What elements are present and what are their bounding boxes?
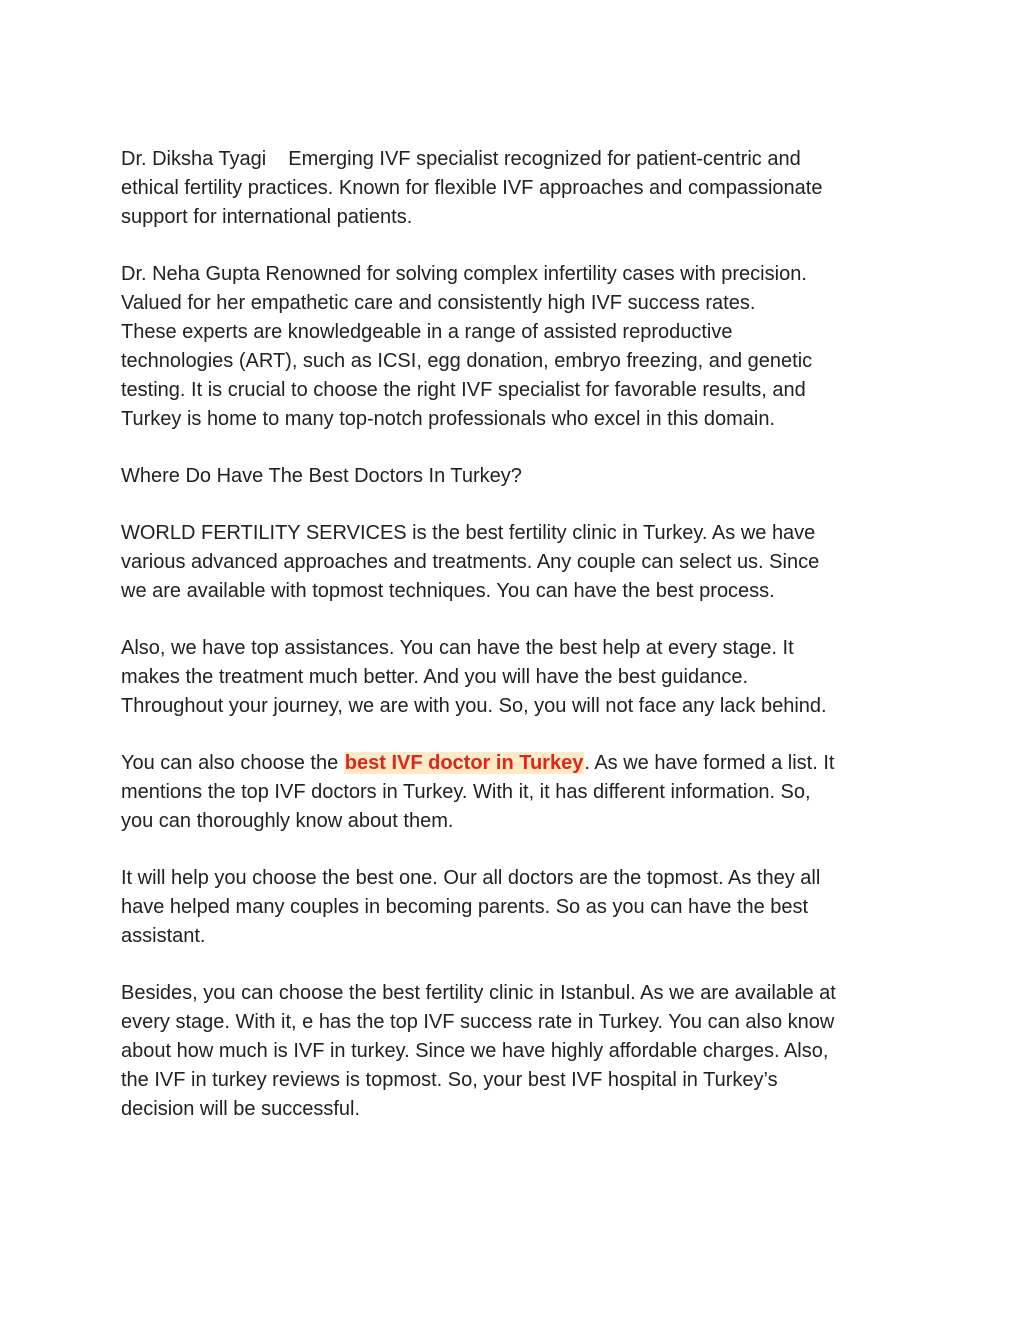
paragraph-dr-neha-gupta <box>121 260 921 434</box>
paragraph-text: makes the treatment much better. And you will have the best guidance. <box>121 666 749 688</box>
paragraph-text: You can also choose the <box>121 752 344 774</box>
paragraph-text: It will help you choose the best one. Our all doctors are the topmost. As they all <box>121 867 821 889</box>
paragraph-dr-diksha-tyagi <box>121 145 921 232</box>
paragraph-text: you can thoroughly know about them. <box>121 810 454 832</box>
paragraph-text: decision will be successful. <box>121 1098 360 1120</box>
paragraph-text: Emerging IVF specialist recognized for patient-centric and <box>288 148 801 170</box>
paragraph-best-ivf-doctor <box>121 749 921 836</box>
paragraph-assistances <box>121 634 921 721</box>
paragraph-text: Throughout your journey, we are with you. So, you will not face any lack behind. <box>121 695 827 717</box>
section-heading <box>121 462 921 491</box>
paragraph-text: various advanced approaches and treatments. Any couple can select us. Since <box>121 551 820 573</box>
paragraph-text: have helped many couples in becoming parents. So as you can have the best <box>121 896 809 918</box>
paragraph-text: Valued for her empathetic care and consistently high IVF success rates. <box>121 292 756 314</box>
paragraph-text: Also, we have top assistances. You can have the best help at every stage. It <box>121 637 794 659</box>
doctor-name: Dr. Diksha Tyagi <box>121 148 267 170</box>
paragraph-text: . As we have formed a list. It <box>584 752 835 774</box>
paragraph-text: we are available with topmost techniques. You can have the best process. <box>121 580 775 602</box>
paragraph-text: These experts are knowledgeable in a range of assisted reproductive <box>121 321 733 343</box>
document-body <box>121 145 921 1152</box>
paragraph-text: WORLD FERTILITY SERVICES is the best fertility clinic in Turkey. As we have <box>121 522 816 544</box>
paragraph-text: about how much is IVF in turkey. Since we have highly affordable charges. Also, <box>121 1040 829 1062</box>
paragraph-text: Besides, you can choose the best fertility clinic in Istanbul. As we are available at <box>121 982 836 1004</box>
paragraph-text: ethical fertility practices. Known for flexible IVF approaches and compassionate <box>121 177 823 199</box>
paragraph-text: Dr. Neha Gupta Renowned for solving complex infertility cases with precision. <box>121 263 807 285</box>
heading-text: Where Do Have The Best Doctors In Turkey? <box>121 465 522 487</box>
paragraph-text: testing. It is crucial to choose the right IVF specialist for favorable results, and <box>121 379 806 401</box>
paragraph-text: technologies (ART), such as ICSI, egg donation, embryo freezing, and genetic <box>121 350 813 372</box>
paragraph-text: support for international patients. <box>121 206 413 228</box>
paragraph-text: mentions the top IVF doctors in Turkey. With it, it has different information. So, <box>121 781 811 803</box>
paragraph-text: Turkey is home to many top-notch professionals who excel in this domain. <box>121 408 776 430</box>
paragraph-text: assistant. <box>121 925 206 947</box>
paragraph-text: the IVF in turkey reviews is topmost. So, your best IVF hospital in Turkey’s <box>121 1069 778 1091</box>
paragraph-text: every stage. With it, e has the top IVF success rate in Turkey. You can also know <box>121 1011 835 1033</box>
paragraph-istanbul-clinic <box>121 979 921 1124</box>
paragraph-choose-best <box>121 864 921 951</box>
best-ivf-doctor-link[interactable]: best IVF doctor in Turkey <box>344 752 584 774</box>
paragraph-world-fertility-services <box>121 519 921 606</box>
